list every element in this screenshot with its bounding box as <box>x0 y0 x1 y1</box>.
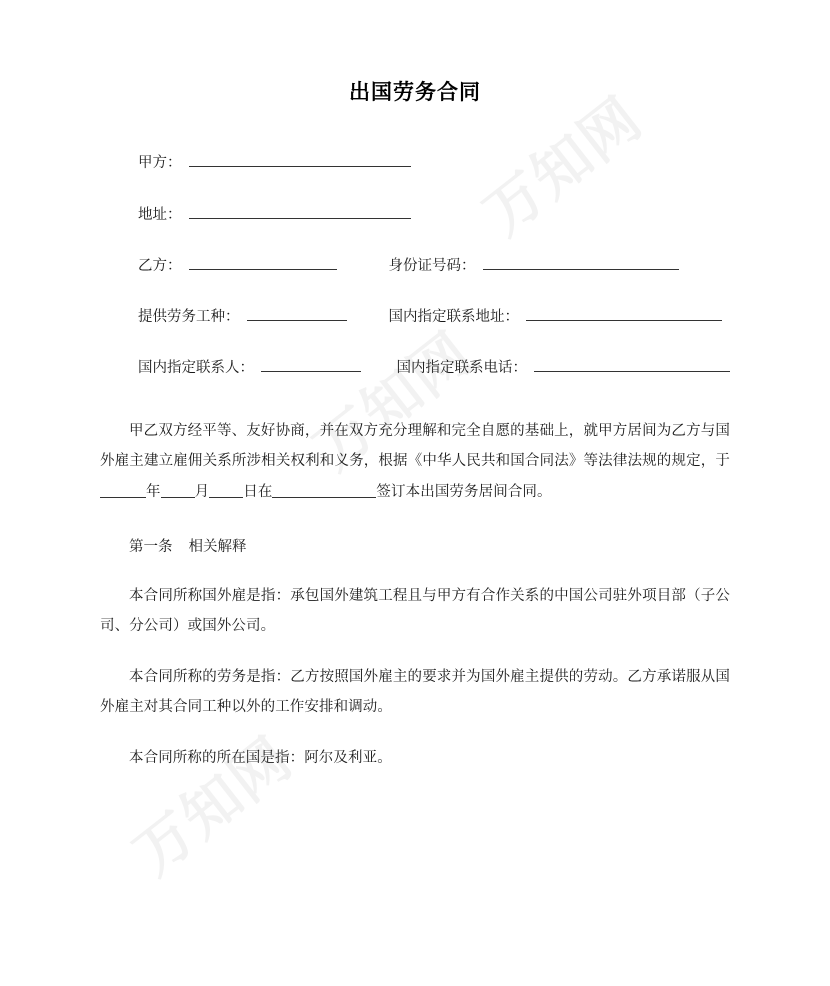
field-label: 身份证号码： <box>388 257 476 274</box>
form-row <box>138 203 730 227</box>
preamble-text-part1: 甲乙双方经平等、友好协商，并在双方充分理解和完全自愿的基础上，就甲方居间为乙方与国外雇主建立雇佣关系所涉相关权利和义务，根据《中华人民共和国合同法》等法律法规的规定，于 <box>100 423 730 470</box>
field-label: 地址： <box>138 206 182 223</box>
field-id-number <box>389 254 679 278</box>
clause-1-paragraph-3: 本合同所称的所在国是指：阿尔及利亚。 <box>129 750 392 767</box>
form-row <box>138 151 730 175</box>
field-label: 提供劳务工种： <box>138 308 240 325</box>
party-a-input-blank[interactable] <box>189 151 411 167</box>
field-party-b <box>138 254 337 278</box>
month-unit-label: 月 <box>194 483 210 500</box>
party-b-input-blank[interactable] <box>189 254 337 270</box>
field-domestic-contact-address <box>389 305 723 329</box>
field-label: 甲方： <box>138 155 182 172</box>
form-row <box>138 254 730 278</box>
field-address <box>138 203 411 227</box>
field-domestic-contact-person <box>138 356 361 380</box>
form-row <box>138 356 730 380</box>
clause-title: 相关解释 <box>188 538 247 555</box>
page-title: 出国劳务合同 <box>349 80 481 104</box>
clause-1-paragraph-1: 本合同所称国外雇是指：承包国外建筑工程且与甲方有合作关系的中国公司驻外项目部（子公司、分公司）或国外公司。 <box>100 587 730 634</box>
preamble-paragraph <box>100 416 730 506</box>
field-domestic-contact-phone <box>397 356 731 380</box>
signing-year-blank[interactable] <box>100 483 146 498</box>
field-label: 国内指定联系地址： <box>388 308 519 325</box>
clause-number: 第一条 <box>129 538 173 555</box>
clause-1-paragraph-2: 本合同所称的劳务是指：乙方按照国外雇主的要求并为国外雇主提供的劳动。乙方承诺服从国外雇主对其合同工种以外的工作安排和调动。 <box>100 669 730 716</box>
document-body <box>100 416 730 773</box>
signing-day-blank[interactable] <box>209 483 243 498</box>
party-info-form <box>100 151 730 380</box>
day-unit-label: 日在 <box>243 483 273 500</box>
year-unit-label: 年 <box>146 483 161 500</box>
field-label: 国内指定联系电话： <box>396 360 527 377</box>
clause-heading-1 <box>100 533 730 562</box>
domestic-contact-phone-input-blank[interactable] <box>534 356 730 372</box>
preamble-text-part2: 签订本出国劳务居间合同。 <box>376 483 552 500</box>
field-label: 国内指定联系人： <box>138 360 254 377</box>
id-number-input-blank[interactable] <box>483 254 679 270</box>
domestic-contact-address-input-blank[interactable] <box>526 305 722 321</box>
signing-place-blank[interactable] <box>272 483 376 498</box>
field-job-type <box>138 305 347 329</box>
signing-month-blank[interactable] <box>161 483 195 498</box>
field-party-a <box>138 151 411 175</box>
domestic-contact-person-input-blank[interactable] <box>261 356 361 372</box>
job-type-input-blank[interactable] <box>247 305 347 321</box>
form-row <box>138 305 730 329</box>
field-label: 乙方： <box>138 257 182 274</box>
address-input-blank[interactable] <box>189 203 411 219</box>
